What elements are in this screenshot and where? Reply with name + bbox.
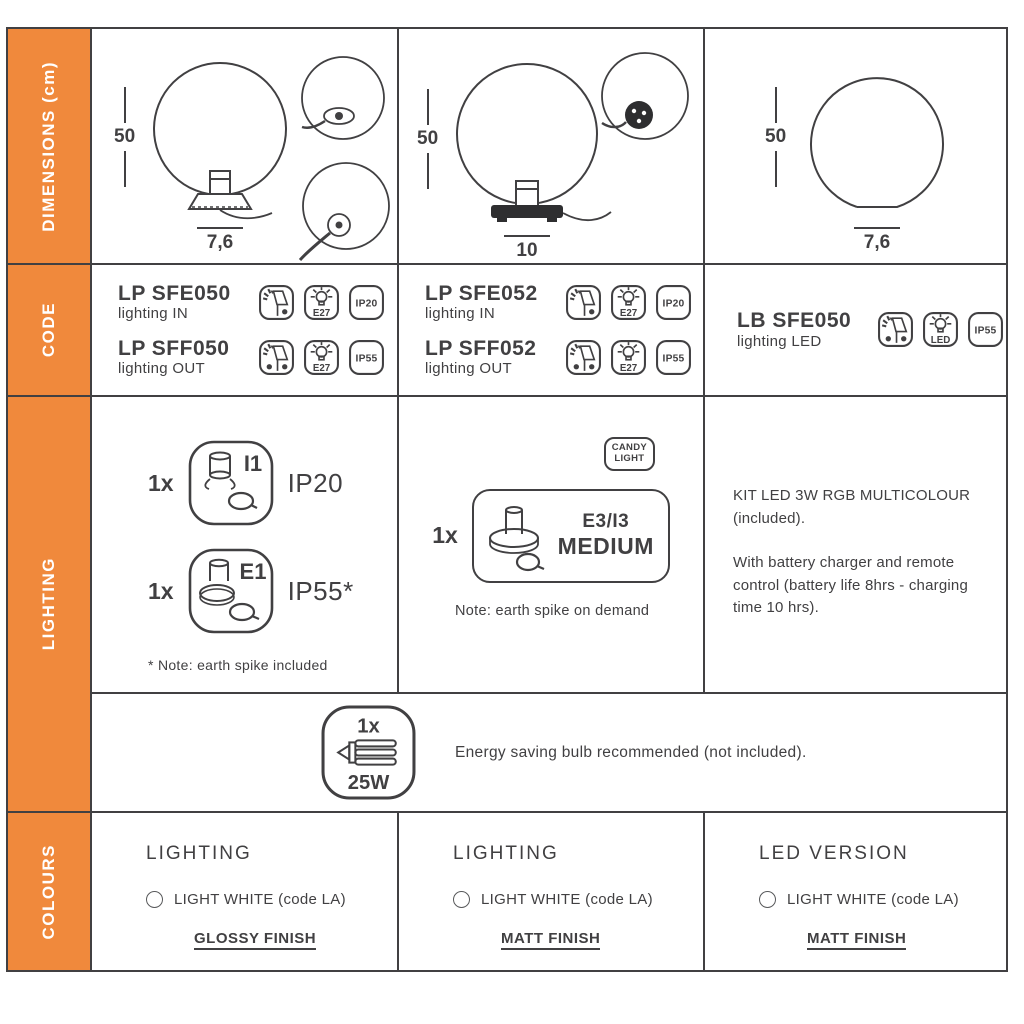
ip-rating-icon	[348, 284, 385, 321]
product-variant: lighting IN	[118, 305, 189, 322]
svg-text:I1: I1	[243, 451, 262, 476]
e3i3-medium-box	[472, 489, 670, 583]
colour-swatch-row	[453, 891, 703, 908]
earth-spike-note: * Note: earth spike included	[148, 657, 328, 673]
quantity: 1x	[148, 577, 174, 604]
product-code: LP SFF050	[118, 337, 230, 360]
quantity: 1x	[432, 522, 458, 549]
code-cell-3	[705, 265, 1006, 397]
mount-icon	[258, 339, 295, 376]
colour-name: LIGHT WHITE (code LA)	[174, 891, 346, 908]
finish-label: MATT FINISH	[807, 930, 906, 950]
base-dimension	[192, 227, 248, 254]
svg-text:IP55: IP55	[662, 353, 685, 365]
led-bulb-icon	[922, 311, 959, 348]
ip-rating-icon	[348, 339, 385, 376]
dimensions-cell-3	[705, 29, 1006, 265]
height-value: 50	[114, 126, 136, 147]
colours-cell-2	[399, 813, 705, 970]
height-dimension	[114, 87, 135, 187]
base-dimension	[499, 235, 555, 262]
base-value: 7,6	[206, 232, 234, 253]
socket-type: E3/I3	[582, 511, 630, 533]
product-spec-sheet	[6, 27, 1008, 972]
finish-label: GLOSSY FINISH	[194, 930, 316, 950]
lighting-cell-3	[705, 397, 1006, 694]
svg-text:E27: E27	[312, 362, 331, 374]
colour-heading: LIGHTING	[146, 843, 252, 864]
lighting-item-i1	[148, 439, 397, 527]
code-cell-1	[92, 265, 399, 397]
colour-swatch-row	[146, 891, 397, 908]
code-entry	[118, 338, 397, 377]
sidebar-section-dimensions	[8, 29, 92, 265]
lamp-holder-e1-icon	[187, 547, 275, 635]
product-variant: lighting IN	[425, 305, 496, 322]
ip-rating: IP20	[287, 467, 344, 498]
lighting-item-e1	[148, 547, 397, 635]
height-value: 50	[417, 128, 439, 149]
sidebar-section-lighting	[8, 397, 92, 813]
sidebar-section-code	[8, 265, 92, 397]
colours-cell-3	[705, 813, 1006, 970]
height-value: 50	[765, 126, 787, 147]
socket-size: MEDIUM	[557, 533, 654, 560]
code-entry	[425, 283, 703, 322]
svg-text:IP20: IP20	[662, 298, 685, 310]
earth-spike-note: Note: earth spike on demand	[455, 602, 650, 619]
colour-heading: LED VERSION	[759, 843, 909, 864]
svg-text:E27: E27	[619, 307, 638, 319]
colour-name: LIGHT WHITE (code LA)	[787, 891, 959, 908]
mount-icon	[877, 311, 914, 348]
product-code: LP SFF052	[425, 337, 537, 360]
mount-icon	[565, 339, 602, 376]
finish-label: MATT FINISH	[501, 930, 600, 950]
energy-bulb-row	[92, 694, 1006, 813]
svg-text:IP20: IP20	[355, 298, 378, 310]
sidebar-label-lighting: LIGHTING	[39, 557, 58, 651]
lamp-holder-i1-icon	[187, 439, 275, 527]
ip-rating-icon	[655, 284, 692, 321]
bulb-socket-icon	[303, 339, 340, 376]
svg-text:E27: E27	[619, 362, 638, 374]
height-dimension	[417, 89, 438, 189]
code-entry	[425, 338, 703, 377]
product-code: LP SFE050	[118, 281, 231, 305]
svg-text:E1: E1	[239, 559, 267, 584]
product-code: LP SFE052	[425, 281, 538, 305]
bulb-socket-icon	[610, 284, 647, 321]
energy-bulb-text: Energy saving bulb recommended (not included).	[455, 743, 807, 761]
colours-cell-1	[92, 813, 399, 970]
svg-text:IP55: IP55	[355, 353, 378, 365]
dimensions-cell-1	[92, 29, 399, 265]
sidebar-label-code: CODE	[39, 302, 58, 358]
dimensions-cell-2	[399, 29, 705, 265]
sidebar-section-colours	[8, 813, 92, 970]
product-code: LB SFE050	[737, 309, 852, 333]
bulb-socket-icon	[610, 339, 647, 376]
product-variant: lighting OUT	[425, 360, 512, 378]
product-variant: lighting OUT	[118, 360, 205, 378]
sidebar-label-dimensions: DIMENSIONS (cm)	[39, 60, 58, 232]
code-entry	[737, 310, 1006, 349]
ip-rating: IP55*	[287, 575, 354, 606]
colour-swatch-circle	[146, 891, 163, 908]
battery-description: With battery charger and remote control (battery life 8hrs - charging time 10 hrs).	[733, 554, 968, 616]
svg-text:25W: 25W	[347, 771, 390, 794]
mount-icon	[565, 284, 602, 321]
base-value: 7,6	[863, 232, 891, 253]
ip-rating-icon	[967, 311, 1004, 348]
svg-text:IP55: IP55	[974, 326, 997, 338]
sphere-lamp-drawing	[399, 29, 705, 265]
product-variant: lighting LED	[737, 332, 822, 350]
lighting-cell-1	[92, 397, 399, 694]
lamp-holder-e3-icon	[480, 494, 552, 578]
svg-text:LED: LED	[930, 335, 951, 347]
lighting-cell-2	[399, 397, 705, 694]
energy-saving-bulb-icon	[320, 704, 417, 801]
height-dimension	[765, 87, 786, 187]
base-dimension	[849, 227, 905, 254]
svg-text:E27: E27	[312, 307, 331, 319]
bulb-socket-icon	[303, 284, 340, 321]
colour-swatch-row	[759, 891, 1006, 908]
colour-swatch-circle	[453, 891, 470, 908]
code-entry	[118, 283, 397, 322]
candy-light-badge: CANDY LIGHT	[604, 437, 655, 471]
led-kit-description: KIT LED 3W RGB MULTICOLOUR (included).	[733, 487, 971, 527]
sidebar-label-colours: COLOURS	[39, 843, 58, 940]
colour-swatch-circle	[759, 891, 776, 908]
lighting-item-e3i3	[432, 489, 670, 583]
colour-name: LIGHT WHITE (code LA)	[481, 891, 653, 908]
ip-rating-icon	[655, 339, 692, 376]
colour-heading: LIGHTING	[453, 843, 559, 864]
quantity: 1x	[148, 469, 174, 496]
svg-text:1x: 1x	[357, 715, 380, 738]
code-cell-2	[399, 265, 705, 397]
mount-icon	[258, 284, 295, 321]
base-value: 10	[516, 240, 538, 261]
